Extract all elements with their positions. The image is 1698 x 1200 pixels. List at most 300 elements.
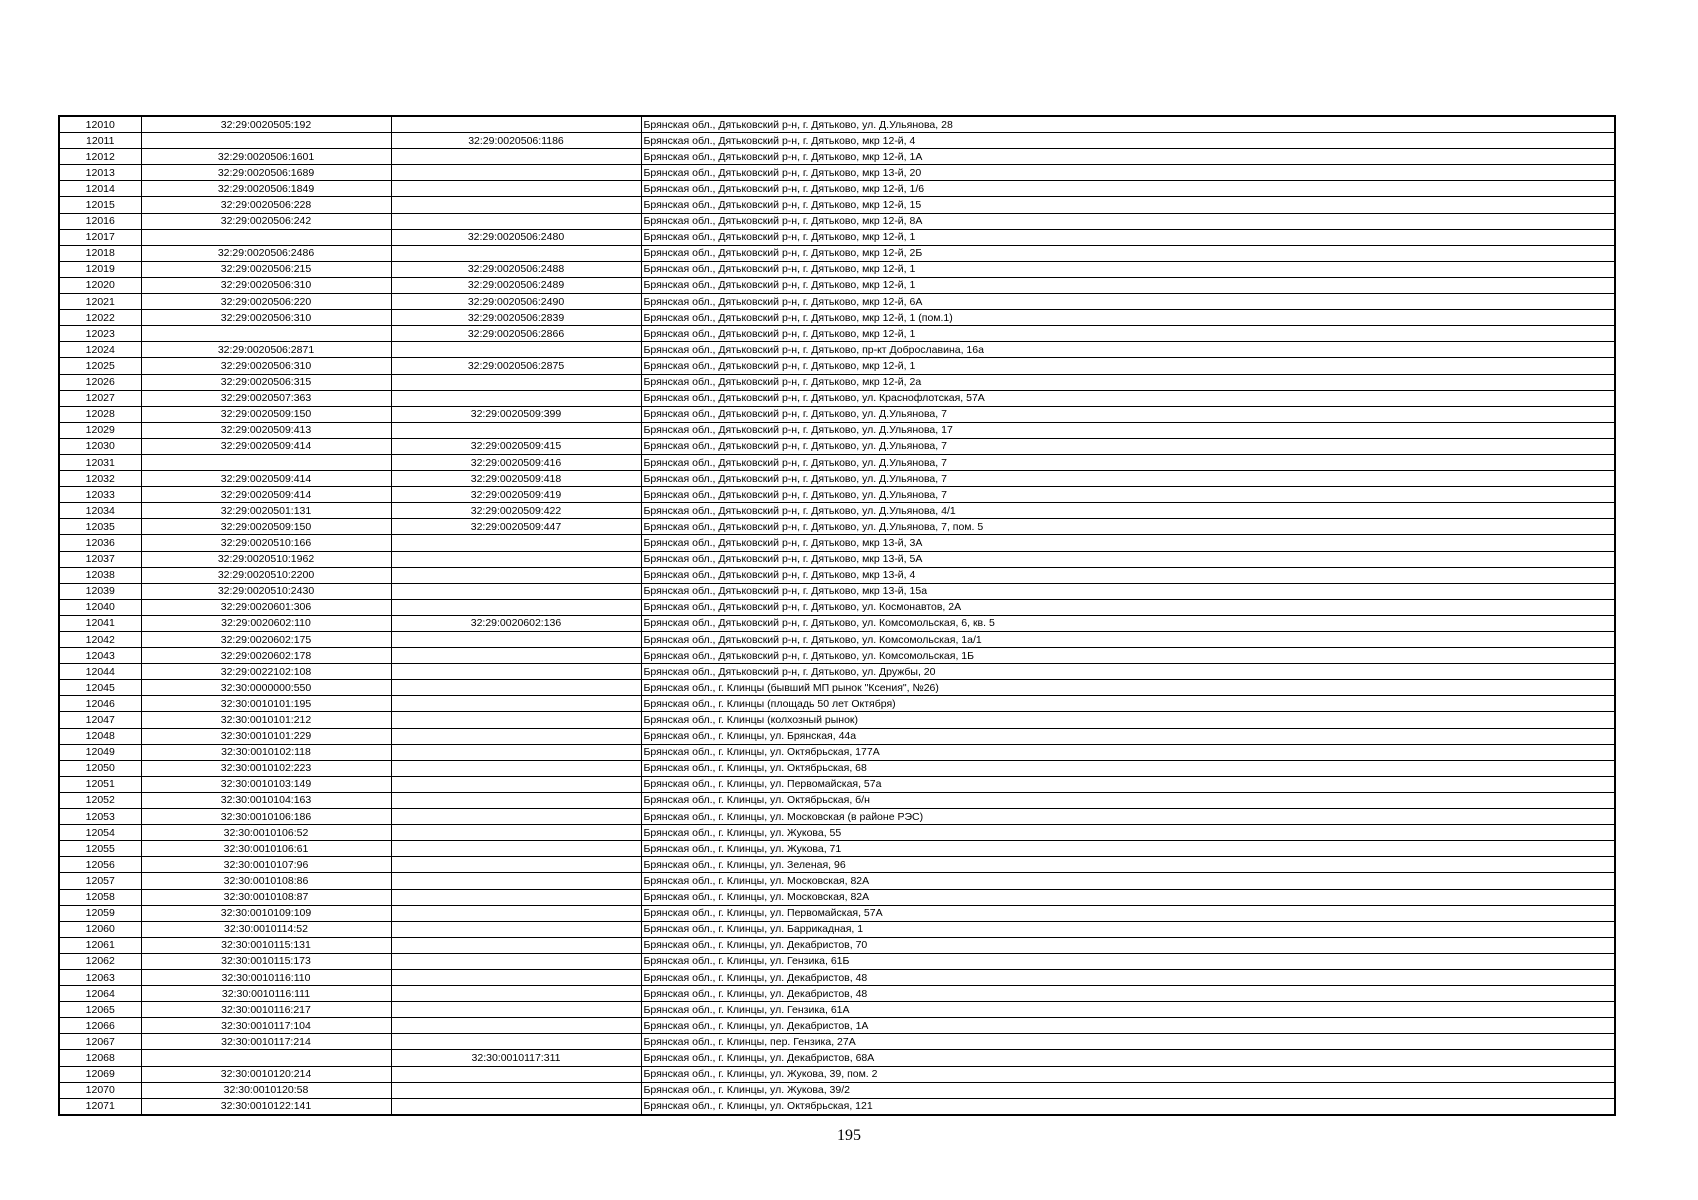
row-number-cell: 12071 <box>59 1098 141 1115</box>
address-cell: Брянская обл., г. Клинцы, ул. Зеленая, 96 <box>641 857 1615 873</box>
related-cadastral-number-cell <box>391 776 641 792</box>
related-cadastral-number-cell: 32:29:0020602:136 <box>391 615 641 631</box>
address-cell: Брянская обл., г. Клинцы, ул. Декабристов, 68А <box>641 1050 1615 1066</box>
cadastral-number-cell: 32:29:0020510:1962 <box>141 551 391 567</box>
address-cell: Брянская обл., Дятьковский р-н, г. Дятьково, мкр 12-й, 1А <box>641 149 1615 165</box>
address-cell: Брянская обл., Дятьковский р-н, г. Дятьково, мкр 12-й, 1/6 <box>641 181 1615 197</box>
related-cadastral-number-cell: 32:30:0010117:311 <box>391 1050 641 1066</box>
table-row <box>59 261 1615 277</box>
cadastral-number-cell: 32:30:0010104:163 <box>141 792 391 808</box>
table-row <box>59 905 1615 921</box>
table-row <box>59 567 1615 583</box>
table-row <box>59 133 1615 149</box>
address-cell: Брянская обл., Дятьковский р-н, г. Дятьково, ул. Комсомольская, 6, кв. 5 <box>641 615 1615 631</box>
row-number-cell: 12043 <box>59 648 141 664</box>
cadastral-number-cell: 32:30:0010103:149 <box>141 776 391 792</box>
cadastral-number-cell: 32:30:0010102:223 <box>141 760 391 776</box>
address-cell: Брянская обл., г. Клинцы, ул. Октябрьская, 68 <box>641 760 1615 776</box>
address-cell: Брянская обл., г. Клинцы (площадь 50 лет Октября) <box>641 696 1615 712</box>
address-cell: Брянская обл., Дятьковский р-н, г. Дятьково, ул. Д.Ульянова, 7 <box>641 406 1615 422</box>
cadastral-number-cell: 32:29:0020509:150 <box>141 519 391 535</box>
row-number-cell: 12038 <box>59 567 141 583</box>
related-cadastral-number-cell: 32:29:0020509:422 <box>391 503 641 519</box>
table-row <box>59 1018 1615 1034</box>
page-number: 195 <box>837 1127 861 1144</box>
related-cadastral-number-cell: 32:29:0020506:2839 <box>391 310 641 326</box>
cadastral-number-cell: 32:29:0020510:2200 <box>141 567 391 583</box>
address-cell: Брянская обл., Дятьковский р-н, г. Дятьково, мкр 12-й, 2Б <box>641 245 1615 261</box>
address-cell: Брянская обл., Дятьковский р-н, г. Дятьково, мкр 13-й, 4 <box>641 567 1615 583</box>
cadastral-number-cell: 32:30:0010109:109 <box>141 905 391 921</box>
row-number-cell: 12036 <box>59 535 141 551</box>
table-row <box>59 969 1615 985</box>
table-row <box>59 116 1615 133</box>
row-number-cell: 12045 <box>59 680 141 696</box>
cadastral-number-cell: 32:30:0010116:111 <box>141 986 391 1002</box>
related-cadastral-number-cell: 32:29:0020509:447 <box>391 519 641 535</box>
cadastral-number-cell: 32:29:0020506:228 <box>141 197 391 213</box>
address-cell: Брянская обл., г. Клинцы, ул. Октябрьская, 121 <box>641 1098 1615 1115</box>
address-cell: Брянская обл., Дятьковский р-н, г. Дятьково, мкр 12-й, 4 <box>641 133 1615 149</box>
table-row <box>59 809 1615 825</box>
related-cadastral-number-cell <box>391 245 641 261</box>
address-cell: Брянская обл., Дятьковский р-н, г. Дятьково, мкр 12-й, 1 <box>641 358 1615 374</box>
related-cadastral-number-cell <box>391 857 641 873</box>
cadastral-number-cell <box>141 133 391 149</box>
row-number-cell: 12059 <box>59 905 141 921</box>
address-cell: Брянская обл., Дятьковский р-н, г. Дятьково, мкр 12-й, 2а <box>641 374 1615 390</box>
table-row <box>59 326 1615 342</box>
table-row <box>59 921 1615 937</box>
cadastral-number-cell: 32:29:0020506:215 <box>141 261 391 277</box>
related-cadastral-number-cell <box>391 116 641 133</box>
address-cell: Брянская обл., г. Клинцы, ул. Жукова, 71 <box>641 841 1615 857</box>
cadastral-number-cell: 32:30:0010115:131 <box>141 937 391 953</box>
address-cell: Брянская обл., г. Клинцы, ул. Гензика, 61А <box>641 1002 1615 1018</box>
table-row <box>59 986 1615 1002</box>
table-row <box>59 889 1615 905</box>
cadastral-number-cell: 32:29:0020506:310 <box>141 277 391 293</box>
related-cadastral-number-cell: 32:29:0020506:2488 <box>391 261 641 277</box>
address-cell: Брянская обл., г. Клинцы, пер. Гензика, 27А <box>641 1034 1615 1050</box>
table-row <box>59 310 1615 326</box>
address-cell: Брянская обл., г. Клинцы, ул. Жукова, 55 <box>641 825 1615 841</box>
row-number-cell: 12053 <box>59 809 141 825</box>
row-number-cell: 12042 <box>59 632 141 648</box>
table-row <box>59 503 1615 519</box>
related-cadastral-number-cell: 32:29:0020506:2490 <box>391 294 641 310</box>
address-cell: Брянская обл., Дятьковский р-н, г. Дятьково, ул. Краснофлотская, 57А <box>641 390 1615 406</box>
address-cell: Брянская обл., Дятьковский р-н, г. Дятьково, мкр 12-й, 1 <box>641 326 1615 342</box>
table-row <box>59 648 1615 664</box>
cadastral-number-cell: 32:29:0020506:242 <box>141 213 391 229</box>
row-number-cell: 12030 <box>59 438 141 454</box>
table-row <box>59 760 1615 776</box>
related-cadastral-number-cell <box>391 583 641 599</box>
row-number-cell: 12022 <box>59 310 141 326</box>
table-row <box>59 245 1615 261</box>
related-cadastral-number-cell <box>391 809 641 825</box>
row-number-cell: 12012 <box>59 149 141 165</box>
related-cadastral-number-cell <box>391 792 641 808</box>
row-number-cell: 12058 <box>59 889 141 905</box>
row-number-cell: 12021 <box>59 294 141 310</box>
address-cell: Брянская обл., Дятьковский р-н, г. Дятьково, ул. Д.Ульянова, 7 <box>641 438 1615 454</box>
related-cadastral-number-cell <box>391 342 641 358</box>
related-cadastral-number-cell: 32:29:0020509:416 <box>391 454 641 470</box>
address-cell: Брянская обл., Дятьковский р-н, г. Дятьково, ул. Д.Ульянова, 7 <box>641 471 1615 487</box>
table-row <box>59 406 1615 422</box>
address-cell: Брянская обл., Дятьковский р-н, г. Дятьково, ул. Д.Ульянова, 7 <box>641 487 1615 503</box>
row-number-cell: 12035 <box>59 519 141 535</box>
table-row <box>59 873 1615 889</box>
related-cadastral-number-cell <box>391 1066 641 1082</box>
related-cadastral-number-cell <box>391 728 641 744</box>
related-cadastral-number-cell <box>391 969 641 985</box>
related-cadastral-number-cell <box>391 181 641 197</box>
cadastral-number-cell: 32:30:0010117:104 <box>141 1018 391 1034</box>
table-row <box>59 776 1615 792</box>
row-number-cell: 12047 <box>59 712 141 728</box>
related-cadastral-number-cell <box>391 599 641 615</box>
related-cadastral-number-cell: 32:29:0020506:1186 <box>391 133 641 149</box>
row-number-cell: 12025 <box>59 358 141 374</box>
row-number-cell: 12049 <box>59 744 141 760</box>
cadastral-number-cell: 32:29:0020501:131 <box>141 503 391 519</box>
cadastral-number-cell: 32:30:0010116:110 <box>141 969 391 985</box>
table-row <box>59 712 1615 728</box>
cadastral-number-cell: 32:29:0020506:2871 <box>141 342 391 358</box>
related-cadastral-number-cell <box>391 1034 641 1050</box>
row-number-cell: 12039 <box>59 583 141 599</box>
related-cadastral-number-cell <box>391 1098 641 1115</box>
cadastral-number-cell <box>141 229 391 245</box>
cadastral-number-cell: 32:29:0020510:166 <box>141 535 391 551</box>
row-number-cell: 12060 <box>59 921 141 937</box>
table-row <box>59 342 1615 358</box>
table-row <box>59 1098 1615 1115</box>
table-row <box>59 744 1615 760</box>
related-cadastral-number-cell: 32:29:0020506:2489 <box>391 277 641 293</box>
table-row <box>59 197 1615 213</box>
row-number-cell: 12068 <box>59 1050 141 1066</box>
cadastral-number-cell: 32:30:0010114:52 <box>141 921 391 937</box>
related-cadastral-number-cell <box>391 712 641 728</box>
row-number-cell: 12010 <box>59 116 141 133</box>
cadastral-number-cell: 32:29:0020509:413 <box>141 422 391 438</box>
related-cadastral-number-cell: 32:29:0020509:418 <box>391 471 641 487</box>
address-cell: Брянская обл., Дятьковский р-н, г. Дятьково, ул. Комсомольская, 1Б <box>641 648 1615 664</box>
related-cadastral-number-cell: 32:29:0020509:419 <box>391 487 641 503</box>
table-row <box>59 1002 1615 1018</box>
cadastral-number-cell: 32:30:0010108:86 <box>141 873 391 889</box>
table-row <box>59 1050 1615 1066</box>
related-cadastral-number-cell <box>391 1082 641 1098</box>
cadastral-number-cell: 32:29:0020507:363 <box>141 390 391 406</box>
row-number-cell: 12069 <box>59 1066 141 1082</box>
row-number-cell: 12054 <box>59 825 141 841</box>
table-row <box>59 358 1615 374</box>
cadastral-number-cell: 32:29:0020505:192 <box>141 116 391 133</box>
row-number-cell: 12017 <box>59 229 141 245</box>
related-cadastral-number-cell <box>391 744 641 760</box>
cadastral-number-cell: 32:30:0010116:217 <box>141 1002 391 1018</box>
related-cadastral-number-cell <box>391 760 641 776</box>
related-cadastral-number-cell <box>391 680 641 696</box>
table-row <box>59 1082 1615 1098</box>
cadastral-number-cell: 32:30:0000000:550 <box>141 680 391 696</box>
cadastral-number-cell: 32:30:0010120:58 <box>141 1082 391 1098</box>
cadastral-number-cell: 32:30:0010102:118 <box>141 744 391 760</box>
address-cell: Брянская обл., г. Клинцы, ул. Октябрьская, 177А <box>641 744 1615 760</box>
address-cell: Брянская обл., Дятьковский р-н, г. Дятьково, ул. Космонавтов, 2А <box>641 599 1615 615</box>
table-row <box>59 229 1615 245</box>
related-cadastral-number-cell: 32:29:0020506:2866 <box>391 326 641 342</box>
cadastral-number-cell: 32:29:0020602:110 <box>141 615 391 631</box>
cadastral-number-cell: 32:29:0020506:1689 <box>141 165 391 181</box>
row-number-cell: 12055 <box>59 841 141 857</box>
registry-table-body <box>59 116 1615 1115</box>
row-number-cell: 12041 <box>59 615 141 631</box>
address-cell: Брянская обл., г. Клинцы, ул. Декабристов, 1А <box>641 1018 1615 1034</box>
address-cell: Брянская обл., Дятьковский р-н, г. Дятьково, ул. Дружбы, 20 <box>641 664 1615 680</box>
table-row <box>59 422 1615 438</box>
row-number-cell: 12031 <box>59 454 141 470</box>
row-number-cell: 12026 <box>59 374 141 390</box>
address-cell: Брянская обл., г. Клинцы, ул. Московская (в районе РЭС) <box>641 809 1615 825</box>
cadastral-number-cell: 32:30:0010106:61 <box>141 841 391 857</box>
table-row <box>59 535 1615 551</box>
address-cell: Брянская обл., г. Клинцы, ул. Первомайская, 57а <box>641 776 1615 792</box>
related-cadastral-number-cell <box>391 1018 641 1034</box>
row-number-cell: 12051 <box>59 776 141 792</box>
address-cell: Брянская обл., Дятьковский р-н, г. Дятьково, мкр 13-й, 15а <box>641 583 1615 599</box>
row-number-cell: 12016 <box>59 213 141 229</box>
address-cell: Брянская обл., Дятьковский р-н, г. Дятьково, ул. Д.Ульянова, 17 <box>641 422 1615 438</box>
row-number-cell: 12065 <box>59 1002 141 1018</box>
related-cadastral-number-cell <box>391 873 641 889</box>
row-number-cell: 12056 <box>59 857 141 873</box>
address-cell: Брянская обл., Дятьковский р-н, г. Дятьково, ул. Д.Ульянова, 7, пом. 5 <box>641 519 1615 535</box>
address-cell: Брянская обл., Дятьковский р-н, г. Дятьково, мкр 13-й, 20 <box>641 165 1615 181</box>
table-row <box>59 1066 1615 1082</box>
cadastral-number-cell: 32:30:0010106:186 <box>141 809 391 825</box>
row-number-cell: 12023 <box>59 326 141 342</box>
cadastral-number-cell: 32:29:0020506:2486 <box>141 245 391 261</box>
table-row <box>59 374 1615 390</box>
cadastral-number-cell: 32:29:0020506:1849 <box>141 181 391 197</box>
row-number-cell: 12027 <box>59 390 141 406</box>
table-row <box>59 294 1615 310</box>
address-cell: Брянская обл., Дятьковский р-н, г. Дятьково, ул. Д.Ульянова, 4/1 <box>641 503 1615 519</box>
table-row <box>59 825 1615 841</box>
cadastral-number-cell: 32:29:0020506:315 <box>141 374 391 390</box>
cadastral-number-cell: 32:29:0020509:414 <box>141 487 391 503</box>
address-cell: Брянская обл., г. Клинцы, ул. Декабристов, 48 <box>641 986 1615 1002</box>
table-row <box>59 841 1615 857</box>
address-cell: Брянская обл., Дятьковский р-н, г. Дятьково, мкр 12-й, 1 (пом.1) <box>641 310 1615 326</box>
related-cadastral-number-cell: 32:29:0020509:399 <box>391 406 641 422</box>
related-cadastral-number-cell <box>391 165 641 181</box>
row-number-cell: 12032 <box>59 471 141 487</box>
cadastral-number-cell: 32:30:0010101:212 <box>141 712 391 728</box>
related-cadastral-number-cell <box>391 986 641 1002</box>
row-number-cell: 12067 <box>59 1034 141 1050</box>
related-cadastral-number-cell <box>391 535 641 551</box>
row-number-cell: 12034 <box>59 503 141 519</box>
cadastral-number-cell: 32:29:0020510:2430 <box>141 583 391 599</box>
table-row <box>59 471 1615 487</box>
address-cell: Брянская обл., г. Клинцы, ул. Первомайская, 57А <box>641 905 1615 921</box>
related-cadastral-number-cell <box>391 905 641 921</box>
cadastral-number-cell: 32:29:0020509:414 <box>141 438 391 454</box>
row-number-cell: 12014 <box>59 181 141 197</box>
related-cadastral-number-cell <box>391 953 641 969</box>
table-row <box>59 551 1615 567</box>
related-cadastral-number-cell <box>391 825 641 841</box>
related-cadastral-number-cell <box>391 551 641 567</box>
table-row <box>59 487 1615 503</box>
address-cell: Брянская обл., г. Клинцы, ул. Декабристов, 48 <box>641 969 1615 985</box>
row-number-cell: 12062 <box>59 953 141 969</box>
address-cell: Брянская обл., г. Клинцы (колхозный рынок) <box>641 712 1615 728</box>
row-number-cell: 12057 <box>59 873 141 889</box>
address-cell: Брянская обл., Дятьковский р-н, г. Дятьково, ул. Комсомольская, 1а/1 <box>641 632 1615 648</box>
related-cadastral-number-cell <box>391 374 641 390</box>
address-cell: Брянская обл., г. Клинцы, ул. Октябрьская, б/н <box>641 792 1615 808</box>
address-cell: Брянская обл., г. Клинцы, ул. Московская, 82А <box>641 873 1615 889</box>
related-cadastral-number-cell <box>391 390 641 406</box>
related-cadastral-number-cell <box>391 197 641 213</box>
cadastral-number-cell: 32:29:0020506:1601 <box>141 149 391 165</box>
row-number-cell: 12064 <box>59 986 141 1002</box>
table-row <box>59 664 1615 680</box>
address-cell: Брянская обл., г. Клинцы, ул. Жукова, 39/2 <box>641 1082 1615 1098</box>
row-number-cell: 12066 <box>59 1018 141 1034</box>
row-number-cell: 12024 <box>59 342 141 358</box>
row-number-cell: 12011 <box>59 133 141 149</box>
address-cell: Брянская обл., Дятьковский р-н, г. Дятьково, мкр 12-й, 8А <box>641 213 1615 229</box>
row-number-cell: 12033 <box>59 487 141 503</box>
table-row <box>59 792 1615 808</box>
table-row <box>59 953 1615 969</box>
address-cell: Брянская обл., г. Клинцы (бывший МП рынок "Ксения", №26) <box>641 680 1615 696</box>
address-cell: Брянская обл., г. Клинцы, ул. Жукова, 39, пом. 2 <box>641 1066 1615 1082</box>
address-cell: Брянская обл., Дятьковский р-н, г. Дятьково, мкр 12-й, 1 <box>641 261 1615 277</box>
row-number-cell: 12015 <box>59 197 141 213</box>
table-row <box>59 181 1615 197</box>
cadastral-number-cell: 32:29:0020601:306 <box>141 599 391 615</box>
related-cadastral-number-cell <box>391 664 641 680</box>
related-cadastral-number-cell <box>391 921 641 937</box>
cadastral-number-cell: 32:30:0010115:173 <box>141 953 391 969</box>
address-cell: Брянская обл., г. Клинцы, ул. Баррикадная, 1 <box>641 921 1615 937</box>
address-cell: Брянская обл., Дятьковский р-н, г. Дятьково, мкр 12-й, 15 <box>641 197 1615 213</box>
related-cadastral-number-cell <box>391 889 641 905</box>
row-number-cell: 12070 <box>59 1082 141 1098</box>
table-row <box>59 937 1615 953</box>
related-cadastral-number-cell: 32:29:0020509:415 <box>391 438 641 454</box>
address-cell: Брянская обл., Дятьковский р-н, г. Дятьково, мкр 12-й, 1 <box>641 277 1615 293</box>
cadastral-number-cell <box>141 326 391 342</box>
cadastral-number-cell: 32:29:0020506:310 <box>141 310 391 326</box>
cadastral-number-cell: 32:30:0010101:229 <box>141 728 391 744</box>
related-cadastral-number-cell <box>391 841 641 857</box>
address-cell: Брянская обл., Дятьковский р-н, г. Дятьково, мкр 12-й, 1 <box>641 229 1615 245</box>
table-row <box>59 583 1615 599</box>
table-row <box>59 680 1615 696</box>
cadastral-number-cell: 32:29:0020506:220 <box>141 294 391 310</box>
cadastral-number-cell: 32:30:0010107:96 <box>141 857 391 873</box>
row-number-cell: 12037 <box>59 551 141 567</box>
related-cadastral-number-cell <box>391 937 641 953</box>
cadastral-number-cell: 32:29:0020602:178 <box>141 648 391 664</box>
cadastral-number-cell: 32:29:0020509:414 <box>141 471 391 487</box>
related-cadastral-number-cell <box>391 1002 641 1018</box>
table-row <box>59 149 1615 165</box>
address-cell: Брянская обл., Дятьковский р-н, г. Дятьково, ул. Д.Ульянова, 28 <box>641 116 1615 133</box>
registry-table <box>58 115 1616 1116</box>
row-number-cell: 12020 <box>59 277 141 293</box>
table-row <box>59 615 1615 631</box>
row-number-cell: 12046 <box>59 696 141 712</box>
cadastral-number-cell: 32:30:0010101:195 <box>141 696 391 712</box>
table-row <box>59 728 1615 744</box>
row-number-cell: 12048 <box>59 728 141 744</box>
row-number-cell: 12061 <box>59 937 141 953</box>
cadastral-number-cell: 32:29:0020509:150 <box>141 406 391 422</box>
table-row <box>59 1034 1615 1050</box>
related-cadastral-number-cell: 32:29:0020506:2875 <box>391 358 641 374</box>
address-cell: Брянская обл., г. Клинцы, ул. Брянская, 44а <box>641 728 1615 744</box>
table-row <box>59 519 1615 535</box>
table-row <box>59 213 1615 229</box>
address-cell: Брянская обл., Дятьковский р-н, г. Дятьково, ул. Д.Ульянова, 7 <box>641 454 1615 470</box>
related-cadastral-number-cell <box>391 648 641 664</box>
row-number-cell: 12013 <box>59 165 141 181</box>
address-cell: Брянская обл., г. Клинцы, ул. Декабристов, 70 <box>641 937 1615 953</box>
address-cell: Брянская обл., Дятьковский р-н, г. Дятьково, мкр 12-й, 6А <box>641 294 1615 310</box>
row-number-cell: 12040 <box>59 599 141 615</box>
cadastral-number-cell: 32:29:0020506:310 <box>141 358 391 374</box>
cadastral-number-cell <box>141 454 391 470</box>
cadastral-number-cell: 32:30:0010108:87 <box>141 889 391 905</box>
related-cadastral-number-cell: 32:29:0020506:2480 <box>391 229 641 245</box>
related-cadastral-number-cell <box>391 632 641 648</box>
cadastral-number-cell: 32:29:0020602:175 <box>141 632 391 648</box>
related-cadastral-number-cell <box>391 149 641 165</box>
row-number-cell: 12018 <box>59 245 141 261</box>
cadastral-number-cell: 32:30:0010120:214 <box>141 1066 391 1082</box>
row-number-cell: 12019 <box>59 261 141 277</box>
address-cell: Брянская обл., Дятьковский р-н, г. Дятьково, пр-кт Доброславина, 16а <box>641 342 1615 358</box>
table-row <box>59 696 1615 712</box>
related-cadastral-number-cell <box>391 696 641 712</box>
cadastral-number-cell: 32:30:0010106:52 <box>141 825 391 841</box>
row-number-cell: 12052 <box>59 792 141 808</box>
related-cadastral-number-cell <box>391 422 641 438</box>
row-number-cell: 12029 <box>59 422 141 438</box>
row-number-cell: 12050 <box>59 760 141 776</box>
table-row <box>59 165 1615 181</box>
cadastral-number-cell <box>141 1050 391 1066</box>
table-row <box>59 857 1615 873</box>
table-row <box>59 599 1615 615</box>
related-cadastral-number-cell <box>391 567 641 583</box>
address-cell: Брянская обл., г. Клинцы, ул. Московская, 82А <box>641 889 1615 905</box>
address-cell: Брянская обл., г. Клинцы, ул. Гензика, 61Б <box>641 953 1615 969</box>
table-row <box>59 632 1615 648</box>
